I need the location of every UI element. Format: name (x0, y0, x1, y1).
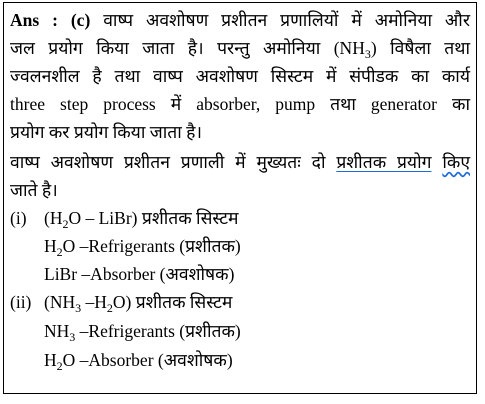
answer-label: Ans : (c) (10, 10, 91, 30)
system-2-absorber: $H_2O$ –Absorber (अवशोषक) (44, 350, 233, 373)
p1-line-1: Ans : (c) वाष्प अवशोषण प्रशीतन प्रणालियों में अमोनिया और (10, 10, 470, 30)
p2-line-1: वाष्प अवशोषण प्रशीतन प्रणाली में मुख्यतः दो प्रशीतक प्रयोग किए (10, 152, 470, 172)
answer-box (3, 2, 477, 394)
p1-line-4: three step process में absorber, pump तथा generator का (10, 94, 470, 114)
system-2-title: (ii) ($NH_3$ $-H_2O$) प्रशीतक सिस्टम (10, 292, 233, 315)
p1-line-2: जल प्रयोग किया जाता है। परन्तु अमोनिया $(NH_3)$ विषैला तथा (10, 38, 471, 61)
answer-paragraph-2 (10, 148, 470, 204)
spellcheck-wavy-text: किए (442, 152, 470, 172)
system-1-absorber: LiBr –Absorber (अवशोषक) (44, 264, 235, 284)
system-1-refrigerant: $H_2O$ –Refrigerants (प्रशीतक) (44, 236, 241, 259)
p1-line-3: ज्वलनशील है तथा वाष्प अवशोषण सिस्टम में संपीडक का कार्य (10, 66, 470, 86)
system-2-refrigerant: $NH_3$ –Refrigerants (प्रशीतक) (44, 321, 241, 344)
p1-line-5: प्रयोग कर प्रयोग किया जाता है। (10, 122, 203, 142)
p2-line-2: जाते है। (10, 180, 58, 200)
system-1-title: (i) ($H_2O$ – LiBr) प्रशीतक सिस्टम (10, 208, 239, 231)
answer-paragraph-1 (10, 6, 470, 146)
spellcheck-underlined-text: प्रशीतक प्रयोग (336, 152, 432, 172)
